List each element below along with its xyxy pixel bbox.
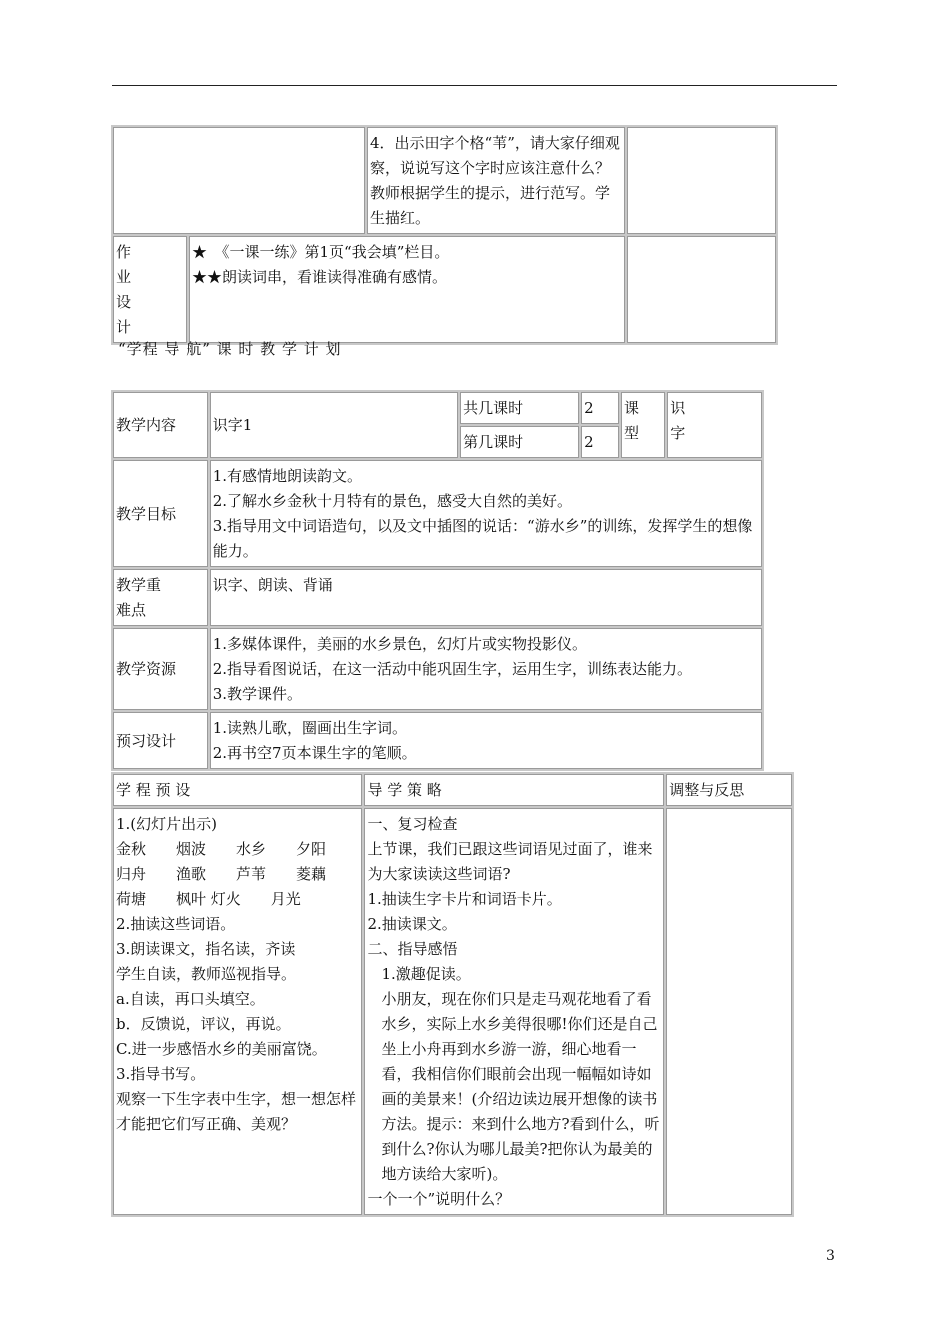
content-label: 教学内容 bbox=[113, 392, 208, 458]
resources-label: 教学资源 bbox=[113, 628, 208, 710]
key-label: 教学重 难点 bbox=[113, 569, 208, 626]
goals-label: 教学目标 bbox=[113, 460, 208, 567]
plan-caption: “学程 导 航” 课 时 教 学 计 划 bbox=[118, 340, 342, 358]
which-hour-label: 第几课时 bbox=[460, 426, 579, 458]
strategy-content: 一、复习检查 上节课，我们已跟这些词语见过面了，谁来为大家读读这些词语? 1.抽读生字卡片和词语卡片。 2.抽读课文。 二、指导感悟 1.激趣促读。 小朋友，现在你们只是走马观花地看了看水乡，实际上水乡美得很哪!你们还是自己坐上小舟再到水乡游一游，细心地看一看，我相信你们眼前会出现一幅幅如诗如画的美景来！(介绍边读边展开想像的读书方法。提示：来到什么地方?看到什么，听到什么?你认为哪儿最美?把你认为最美的地方读给大家听)。 一个一个”说明什么？ bbox=[364, 808, 664, 1215]
total-hours-label: 共几课时 bbox=[460, 392, 579, 424]
empty-cell bbox=[113, 127, 365, 234]
goals-content: 1.有感情地朗读韵文。 2.了解水乡金秋十月特有的景色，感受大自然的美好。 3.指导用文中词语造句，以及文中插图的说话：“游水乡”的训练，发挥学生的想像能力。 bbox=[210, 460, 762, 567]
homework-label: 作 业 设 计 bbox=[113, 236, 187, 343]
preview-label: 预习设计 bbox=[113, 712, 208, 769]
type-value: 识 字 bbox=[667, 392, 762, 458]
which-hour-value: 2 bbox=[581, 426, 619, 458]
key-content: 识字、朗读、背诵 bbox=[210, 569, 762, 626]
homework-content: ★ 《一课一练》第1页“我会填”栏目。 ★★朗读词串，看谁读得准确有感情。 bbox=[189, 236, 625, 343]
page-number: 3 bbox=[826, 1248, 835, 1264]
reflection-content bbox=[666, 808, 792, 1215]
step4-text: 4．出示田字个格“苇”，请大家仔细观察，说说写这个字时应该注意什么？教师根据学生的提示，进行范写。学生描红。 bbox=[367, 127, 625, 234]
preview-content: 1.读熟儿歌，圈画出生字词。 2.再书空7页本课生字的笔顺。 bbox=[210, 712, 762, 769]
resources-content: 1.多媒体课件，美丽的水乡景色，幻灯片或实物投影仪。 2.指导看图说话，在这一活动中能巩固生字，运用生字，训练表达能力。 3.教学课件。 bbox=[210, 628, 762, 710]
header-reflection: 调整与反思 bbox=[666, 774, 792, 806]
preset-content: 1.(幻灯片出示) 金秋 烟波 水乡 夕阳 归舟 渔歌 芦苇 菱藕 荷塘 枫叶 灯火 月光 2.抽读这些词语。 3.朗读课文，指名读，齐读 学生自读，教师巡视指导。 a.自读，再口头填空。 b．反馈说，评议，再说。 C.进一步感悟水乡的美丽富饶。 3.指导书写。 观察一下生字表中生字，想一想怎样才能把它们写正确、美观？ bbox=[113, 808, 362, 1215]
header-strategy: 导 学 策 略 bbox=[364, 774, 664, 806]
lesson-continuation-table bbox=[111, 125, 778, 345]
type-label: 课 型 bbox=[621, 392, 665, 458]
lesson-plan-table bbox=[111, 390, 764, 771]
total-hours-value: 2 bbox=[581, 392, 619, 424]
content-value: 识字1 bbox=[210, 392, 458, 458]
header-preset: 学 程 预 设 bbox=[113, 774, 362, 806]
learning-process-table bbox=[111, 772, 794, 1217]
empty-cell bbox=[627, 236, 776, 343]
header-rule bbox=[112, 85, 837, 86]
empty-cell bbox=[627, 127, 776, 234]
